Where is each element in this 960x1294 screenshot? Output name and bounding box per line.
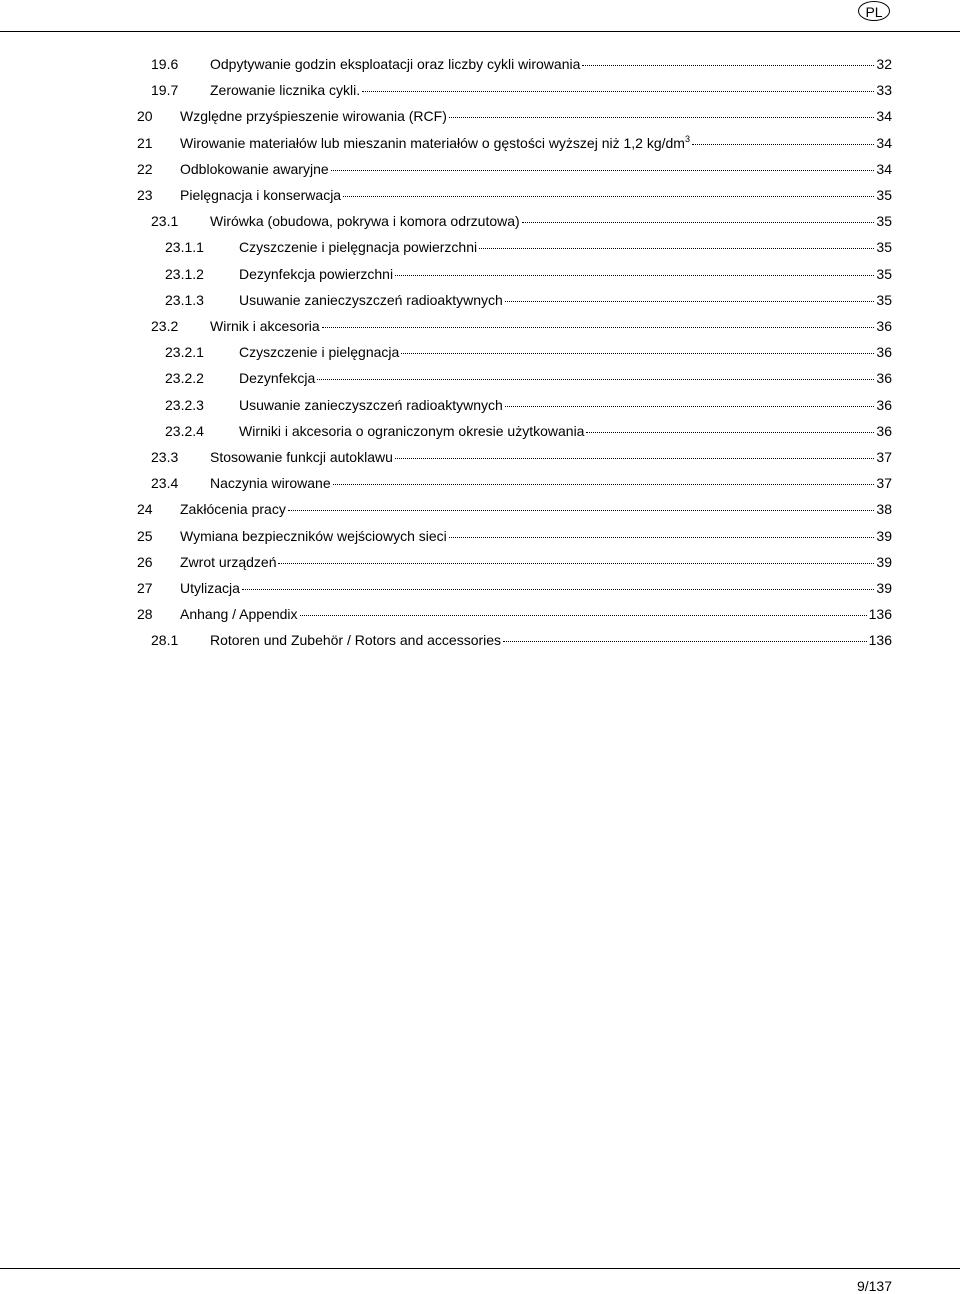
toc-dot-leader: [242, 589, 875, 590]
toc-dot-leader: [331, 170, 875, 171]
toc-entry-title: [210, 54, 581, 74]
toc-entry-page: 34: [876, 108, 892, 125]
toc-entry-title: [239, 368, 316, 388]
toc-dot-leader: [449, 117, 875, 118]
toc-entry-title-text: Pielęgnacja i konserwacja: [180, 187, 342, 203]
toc-entry-title: [239, 290, 504, 310]
toc-entry-title: [210, 447, 394, 467]
toc-entry-title: [180, 106, 448, 126]
toc-entry[interactable]: [137, 552, 892, 572]
toc-entry-number: 23.2: [151, 318, 179, 334]
toc-entry-number: 25: [137, 527, 153, 544]
toc-entry-page: 34: [876, 160, 892, 177]
toc-entry-page: 35: [876, 213, 892, 230]
toc-entry-title: [239, 395, 504, 415]
toc-dot-leader: [505, 406, 875, 407]
toc-entry-title-text: Wirnik i akcesoria: [210, 318, 320, 334]
toc-entry-number: 23.1.3: [165, 291, 204, 308]
toc-entry-title-text: Usuwanie zanieczyszczeń radioaktywnych: [239, 291, 503, 308]
toc-entry-title-text: Wymiana bezpieczników wejściowych sieci: [180, 527, 447, 544]
toc-dot-leader: [278, 563, 874, 564]
toc-entry-number: 23.2.2: [165, 370, 204, 387]
toc-entry-title-text: Czyszczenie i pielęgnacja: [239, 344, 400, 361]
toc-entry[interactable]: [137, 499, 892, 519]
toc-entry-number: 24: [137, 501, 153, 518]
toc-entry-title: [180, 578, 241, 598]
toc-entry-page: 36: [876, 370, 892, 387]
toc-entry-title: [210, 211, 521, 231]
toc-entry-number: 23.2.4: [165, 422, 204, 439]
toc-dot-leader: [362, 91, 874, 92]
toc-entry-title-text: Czyszczenie i pielęgnacja powierzchni: [239, 239, 478, 256]
toc-dot-leader: [343, 196, 874, 197]
toc-entry-title: [210, 316, 321, 336]
toc-entry-title-text: Anhang / Appendix: [180, 606, 298, 623]
toc-entry[interactable]: [137, 578, 892, 598]
toc-entry-title-text: Naczynia wirowane: [210, 475, 331, 492]
toc-entry-number: 23.1.2: [165, 265, 204, 282]
toc-entry-title-text: Wirowanie materiałów lub mieszanin materiałów o gęstości wyższej niż 1,2 kg/dm: [180, 134, 685, 151]
toc-entry-title: [180, 552, 277, 572]
toc-entry-title-text: Zakłócenia pracy: [180, 501, 286, 518]
toc-entry-page: 35: [876, 291, 892, 308]
toc-entry-number: 23.2.3: [165, 396, 204, 413]
toc-entry-superscript: 3: [684, 133, 690, 144]
toc-entry-number: 19.6: [151, 56, 179, 72]
toc-entry-page: 36: [876, 422, 892, 439]
toc-entry-title: [210, 473, 332, 493]
toc-entry-page: 39: [876, 527, 892, 544]
toc-entry-title-text: Rotoren und Zubehör / Rotors and accessories: [210, 632, 502, 649]
toc-entry-title: [180, 526, 448, 546]
toc-entry-page: 35: [876, 239, 892, 256]
toc-entry-number: 28.1: [151, 632, 179, 649]
toc-dot-leader: [300, 615, 867, 616]
toc-dot-leader: [395, 458, 875, 459]
toc-entry[interactable]: [151, 211, 892, 231]
toc-entry-number: 26: [137, 553, 153, 570]
toc-dot-leader: [395, 275, 874, 276]
toc-entry-page: 34: [876, 134, 892, 151]
toc-entry-title-text: Odblokowanie awaryjne: [180, 160, 329, 177]
toc-entry-number: 23.2.1: [165, 344, 204, 361]
toc-entry-number: 23.3: [151, 449, 179, 465]
toc-entry[interactable]: [151, 447, 892, 467]
page-number: 9/137: [856, 1278, 892, 1294]
toc-entry[interactable]: [165, 342, 892, 362]
toc-entry[interactable]: [151, 630, 892, 650]
toc-entry-number: 22: [137, 160, 153, 177]
toc-entry-page: 39: [876, 553, 892, 570]
toc-entry-number: 19.7: [151, 82, 179, 99]
toc-entry-page: 36: [876, 318, 892, 334]
toc-entry-number: 21: [137, 134, 153, 151]
toc-entry-title-text: Utylizacja: [180, 580, 240, 596]
toc-entry-title: [239, 342, 400, 362]
toc-dot-leader: [503, 641, 867, 642]
toc-entry-number: 20: [137, 108, 153, 125]
toc-entry[interactable]: [137, 159, 892, 179]
toc-entry[interactable]: [137, 185, 892, 205]
toc-entry-page: 36: [876, 344, 892, 361]
toc-entry[interactable]: [165, 395, 892, 415]
toc-entry-title: [239, 237, 478, 257]
toc-entry-title: [180, 499, 287, 519]
toc-entry-title: [210, 80, 361, 100]
toc-entry[interactable]: [151, 54, 892, 74]
toc-entry[interactable]: [137, 526, 892, 546]
toc-dot-leader: [317, 379, 874, 380]
toc-dot-leader: [522, 222, 875, 223]
toc-dot-leader: [333, 484, 875, 485]
toc-entry-page: 35: [876, 187, 892, 203]
toc-entry-title: [180, 185, 342, 205]
toc-entry-title-text: Wirówka (obudowa, pokrywa i komora odrzutowa): [210, 213, 520, 230]
toc-entry-title-text: Zerowanie licznika cykli.: [210, 82, 361, 99]
toc-entry-page: 35: [876, 265, 892, 282]
toc-dot-leader: [401, 353, 874, 354]
language-badge: PL: [858, 1, 890, 21]
toc-dot-leader: [449, 537, 875, 538]
toc-entry-title: [239, 264, 394, 284]
toc-dot-leader: [582, 65, 874, 66]
toc-entry-title: [180, 604, 299, 624]
toc-entry-title-text: Dezynfekcja powierzchni: [239, 265, 394, 282]
toc-entry-title: [210, 630, 502, 650]
toc-entry-number: 23.1.1: [165, 239, 204, 256]
toc-entry-title-text: Zwrot urządzeń: [180, 553, 277, 570]
toc-entry-number: 27: [137, 580, 153, 596]
toc-entry-title-text: Wirniki i akcesoria o ograniczonym okresie użytkowania: [239, 422, 585, 439]
toc-entry-title-text: Względne przyśpieszenie wirowania (RCF): [180, 108, 447, 125]
toc-entry-title: [180, 159, 330, 179]
toc-entry-number: 23: [137, 187, 153, 203]
toc-entry-title-text: Odpytywanie godzin eksploatacji oraz liczby cykli wirowania: [210, 56, 581, 72]
toc-entry[interactable]: [165, 368, 892, 388]
toc-dot-leader: [322, 327, 875, 328]
toc-entry-page: 32: [876, 56, 892, 72]
toc-entry-number: 28: [137, 606, 153, 623]
toc-entry[interactable]: [151, 80, 892, 100]
toc-entry-title: [180, 133, 691, 153]
toc-entry-title-text: Stosowanie funkcji autoklawu: [210, 449, 393, 465]
footer-divider: [0, 1268, 960, 1269]
toc-dot-leader: [692, 144, 874, 145]
toc-entry-page: 38: [876, 501, 892, 518]
toc-entry-number: 23.4: [151, 475, 179, 492]
toc-entry[interactable]: [137, 604, 892, 624]
toc-entry-title: [239, 421, 585, 441]
toc-dot-leader: [505, 301, 875, 302]
toc-entry-page: 136: [868, 632, 892, 649]
toc-entry[interactable]: [137, 133, 892, 153]
header-divider: [0, 31, 960, 32]
toc-entry[interactable]: [165, 421, 892, 441]
toc-entry-page: 136: [868, 606, 892, 623]
toc-entry-page: 37: [876, 449, 892, 465]
toc-entry-title-text: Dezynfekcja: [239, 370, 316, 387]
toc-entry-number: 23.1: [151, 213, 179, 230]
toc-entry[interactable]: [165, 290, 892, 310]
toc-entry-page: 33: [876, 82, 892, 99]
toc-entry-page: 39: [876, 580, 892, 596]
toc-entry-page: 37: [876, 475, 892, 492]
toc-entry[interactable]: [165, 264, 892, 284]
toc-dot-leader: [586, 432, 874, 433]
toc-dot-leader: [479, 248, 874, 249]
toc-entry[interactable]: [151, 473, 892, 493]
toc-dot-leader: [288, 510, 875, 511]
toc-entry-page: 36: [876, 396, 892, 413]
toc-entry-title-text: Usuwanie zanieczyszczeń radioaktywnych: [239, 396, 503, 413]
toc-entry[interactable]: [151, 316, 892, 336]
toc-entry[interactable]: [165, 237, 892, 257]
toc-entry[interactable]: [137, 106, 892, 126]
